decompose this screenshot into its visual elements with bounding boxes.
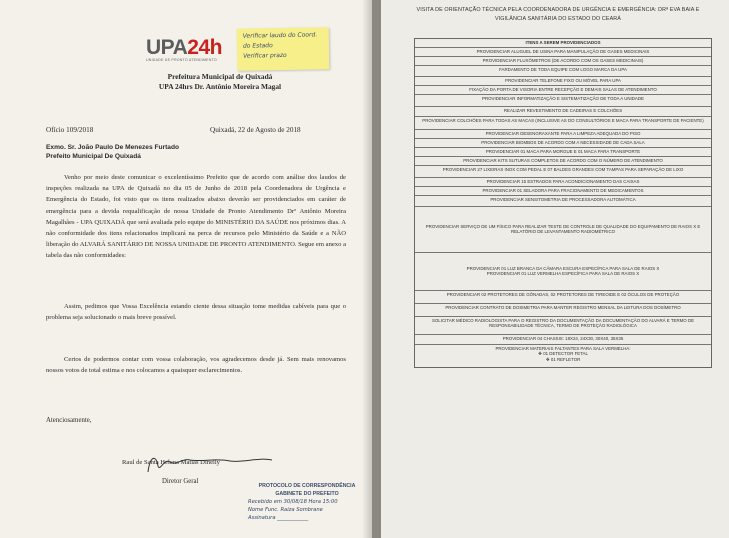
items-table bbox=[414, 38, 712, 368]
table-row: PROVIDENCIAR CONTRATO DE DOSIMETRIA PARA MANTER REGISTRO MENSAL DA LEITURA DOS DOSÍMETRO bbox=[415, 304, 711, 317]
table-row: PROVIDENCIAR DESENGRAXANTE PARA A LIMPEZA ADEQUADA DO PISO bbox=[415, 130, 711, 139]
page-shadow bbox=[362, 0, 372, 538]
table-row: PROVIDENCIAR 01 SELADORA PARA FRACIONAMENTO DE MEDICAMENTOS bbox=[415, 187, 711, 196]
closing: Atenciosamente, bbox=[46, 417, 92, 424]
addressee-title: Prefeito Municipal De Quixadá bbox=[46, 153, 141, 160]
logo-subtitle: UNIDADE DE PRONTO ATENDIMENTO bbox=[146, 58, 217, 62]
table-row: PROVIDENCIAR ALUGUEL DE USINA PARA MANIPULAÇÃO DE GASES MEDICINAIS bbox=[415, 48, 711, 57]
protocol-stamp bbox=[248, 482, 366, 522]
sticky-note bbox=[237, 27, 330, 71]
table-header: ITENS A SEREM PROVIDENCIADOS bbox=[415, 39, 711, 48]
letter-paragraph-2: Assim, pedimos que Vossa Excelência estando ciente dessa situação tome medidas cabíveis para que o problema seja solucionado o mais breve possível. bbox=[46, 303, 346, 322]
table-row: PROVIDENCIAR FLUXÔMETROS (DE ACORDO COM OS GASES MEDICINAIS) bbox=[415, 57, 711, 66]
table-row: PROVIDENCIAR SENSITOMETRIA DE PROCESSADORA AUTOMÁTICA bbox=[415, 196, 711, 207]
table-row: SOLICITAR MÉDICO RADIOLOGISTA PARA O REGISTRO DA DOCUMENTAÇÃO DA DOCUMENTAÇÃO DO ALVARÁ E TERMO DE RESPONSABILIDADE TÉCNICA, TERMO DE PROTEÇÃO RADIOLÓGICA bbox=[415, 317, 711, 335]
table-row: PROVIDENCIAR MATERIAIS FALTANTES PARA SALA VERMELHA: ❖ 01 DETECTOR FETAL ❖ 01 REFLETOR bbox=[495, 345, 631, 362]
table-row: PROVIDENCIAR 01 MACA PARA MORGUE E 01 MACA PARA TRANSPORTE bbox=[415, 148, 711, 157]
letter-paragraph-1: Venho por meio deste comunicar o excelentíssimo Prefeito que de acordo com análise dos laudos de inspeções realizada na UPA de Quixadá no dia 05 de Junho de 2018 pela Coordenadora de Urgência e Emergência do Estado, foi visto que os itens realizados abaixo deverão ser providenciados em caráter de emergência para a devida requalificação de nossa Unidade de Pronto Atendimento Drº Antônio Moreira Magalhães - UPA QUIXADÁ que será avaliada pelo equipe do MINISTÉRIO DA SAÚDE nos próximos dias. A não conformidade dos itens relacionados implicará na perca de recursos pelo Ministério da Saúde e a NÃO liberação do ALVARÁ SANITÁRIO DE NOSSA UNIDADE DE PRONTO ATENDIMENTO. Segue em anexo a tabela das não conformidades: bbox=[46, 174, 346, 260]
report-page bbox=[381, 0, 729, 538]
table-row: REALIZAR REVESTIMENTO DE CADEIRAS E COLCHÕES bbox=[415, 107, 711, 117]
table-row: FIXAÇÃO DA PORTA DE VISORIA ENTRE RECEPÇÃO E DEMAIS SALAS DE ATENDIMENTO bbox=[415, 86, 711, 95]
stamp-received: Recebido em 30/08/18 Hora 15:00 bbox=[248, 499, 338, 505]
table-row: PROVIDENCIAR 02 PROTETORES DE GÔNADAS, 02 PROTETORES DE TIREOIDE E 02 ÓCULOS DE PROTEÇÃO bbox=[415, 291, 711, 304]
stamp-title: PROTOCOLO DE CORRESPONDÊNCIA GABINETE DO PREFEITO bbox=[258, 483, 356, 497]
table-row: PROVIDENCIAR BIOMBOS DE ACORDO COM A NECESSIDADE DE CADA SALA bbox=[415, 139, 711, 148]
table-row: PROVIDENCIAR KITS SUTURAS COMPLETOS DE ACORDO COM O NÚMERO DE ATENDIMENTO bbox=[415, 157, 711, 166]
table-row: PROVIDENCIAR INFORMATIZAÇÃO E SISTEMATIZAÇÃO DE TODA A UNIDADE bbox=[415, 95, 711, 107]
stamp-signature: Assinatura ____________ bbox=[248, 515, 309, 521]
report-title: VISITA DE ORIENTAÇÃO TÉCNICA PELA COORDENADORA DE URGÊNCIA E EMERGÊNCIA: DRª EVA BAIA E VIGILÂNCIA SANITÁRIA DO ESTADO DO CEARÁ bbox=[416, 7, 700, 22]
table-row: PROVIDENCIAR COLCHÕES PARA TODAS AS MACAS (INCLUSIVE AS DO CONSULTÓRIOS E MACA PARA TRANSPORTE DE PACIENTE) bbox=[415, 117, 711, 130]
letter-paragraph-3: Certos de podermos contar com vossa colaboração, vos agradecemos desde já. Sem mais renovamos nossos votos de total estima e nos colocamos a quaisquer esclarecimentos. bbox=[46, 356, 346, 375]
signer-name: Raul de Santa Helena Matias Dinelly bbox=[122, 459, 220, 466]
table-row: PROVIDENCIAR SERVIÇO DE UM FÍSICO PARA REALIZAR TESTE DE CONTROLE DE QUALIDADE DO EQUIPAMENTO DE RAIOS X E RELATÓRIO DE LEVANTAMENTO RADIOMÉTRICO bbox=[415, 207, 711, 253]
table-row: FARDAMENTO DE TODA EQUIPE COM LOGO MARCA DA UPA bbox=[415, 66, 711, 77]
signer-role: Diretor Geral bbox=[162, 478, 199, 485]
stamp-official: Nome Func. Raiza Sombrane bbox=[248, 507, 323, 513]
sticky-note-text: Verificar laudo do Coord. do Estado Verificar prazo bbox=[242, 31, 318, 60]
addressee-name: Exmo. Sr. João Paulo De Menezes Furtado bbox=[46, 144, 180, 151]
table-row: PROVIDENCIAR 04 CHASSIS: 18X24, 24X30, 30X40, 35X35 bbox=[415, 335, 711, 345]
table-row: PROVIDENCIAR 27 LIXEIRAS INOX COM PEDAL E 07 BALDES GRANDES COM TAMPAS PARA SEPARAÇÃO DE LIXO bbox=[415, 166, 711, 178]
addressee bbox=[46, 143, 179, 161]
letter-date: Quixadá, 22 de Agosto de 2018 bbox=[210, 126, 301, 134]
letter-header bbox=[100, 72, 340, 92]
logo-text: UPA bbox=[146, 36, 188, 59]
org-name: Prefeitura Municipal de Quixadá bbox=[167, 72, 273, 81]
table-row: PROVIDENCIAR 01 LUZ BRANCA DA CÂMARA ESCURA ESPECÍFICA PARA SALA DE RAIOS X PROVIDENCIAR 01 LUZ VERMELHA ESPECÍFICA PARA SALA DE RAIOS X bbox=[415, 253, 711, 291]
unit-name: UPA 24hrs Dr. Antônio Moreira Magal bbox=[158, 82, 282, 91]
logo-accent: 24h bbox=[187, 36, 222, 59]
table-row: PROVIDENCIAR TELEFONE FIXO OU MÓVEL PARA UPA bbox=[415, 77, 711, 86]
oficio-number: Ofício 109/2018 bbox=[46, 126, 94, 134]
table-row: PROVIDENCIAR 15 ESTRADOS PARA ACONDICIONAMENTO DAS CAIXAS bbox=[415, 178, 711, 187]
